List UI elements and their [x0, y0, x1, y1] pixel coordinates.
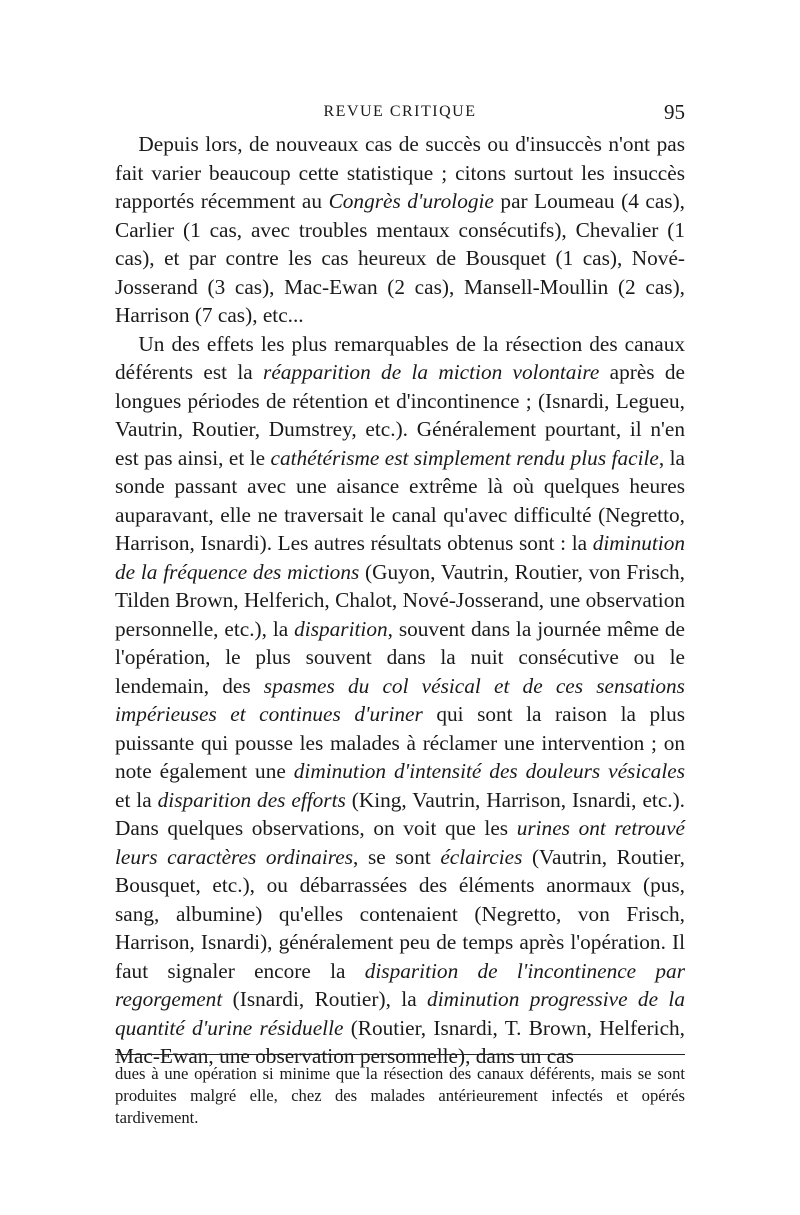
- text-run: , la sonde passant avec une aisance extrême là où quelques heures auparavant, elle ne traversait le canal qu'avec difficulté (Negretto, Harrison, Isnardi). Les autres résultats obtenus sont : la: [115, 445, 685, 555]
- text-run: , souvent dans la journée même de l'opération, le plus souvent dans la nuit consécutive ou le lendemain, des: [115, 616, 685, 698]
- italic-text: diminution de la fréquence des mictions: [115, 531, 685, 584]
- text-run: qui sont la raison la plus puissante qui pousse les malades à réclamer une intervention ; on note également une: [115, 702, 686, 783]
- text-run: (King, Vautrin, Harrison, Isnardi, etc.). Dans quelques observations, on voit que les: [115, 787, 686, 840]
- italic-text: diminution progressive de la quantité d'urine résiduelle: [115, 987, 685, 1040]
- running-title: REVUE CRITIQUE: [323, 103, 477, 120]
- text-run: et la: [115, 787, 158, 812]
- text-run: après de longues périodes de rétention et d'incontinence ; (Isnardi, Legueu, Vautrin, Routier, Dumstrey, etc.). Généralement pourtant, il n'en est pas ainsi, et le: [115, 360, 685, 470]
- text-run: (Guyon, Vautrin, Routier, von Frisch, Tilden Brown, Helferich, Chalot, Nové-Josserand, une observation personnelle, etc.), la: [115, 559, 685, 641]
- text-run: (Isnardi, Routier), la: [222, 987, 428, 1011]
- italic-text: éclaircies: [440, 844, 523, 869]
- page-number: 95: [664, 100, 685, 124]
- italic-text: diminution d'intensité des douleurs vésicales: [293, 759, 685, 783]
- paragraph: [115, 330, 685, 1071]
- text-run: par Loumeau (4 cas), Carlier (1 cas, avec troubles mentaux consécutifs), Chevalier (1 cas), et par contre les cas heureux de Bousquet (1 cas), Nové-Josserand (3 cas), Mac-Ewan (2 cas), Mansell-Moullin (2 cas), Harrison (7 cas), etc...: [115, 189, 685, 327]
- italic-text: disparition des efforts: [157, 787, 346, 812]
- italic-text: disparition de l'incontinence par regorgement: [115, 958, 685, 1011]
- text-run: (Routier, Isnardi, T. Brown, Helferich, Mac-Ewan, une observation personnelle), dans un cas: [115, 1015, 685, 1068]
- body-text: [115, 130, 685, 1071]
- text-run: Un des effets les plus remarquables de la résection des canaux déférents est la: [115, 331, 685, 384]
- italic-text: cathétérisme est simplement rendu plus facile: [270, 445, 659, 470]
- text-run: (Vautrin, Routier, Bousquet, etc.), ou débarrassées des éléments anormaux (pus, sang, albumine) qu'elles contenaient (Negretto, von Frisch, Harrison, Isnardi), généralement peu de temps après l'opération. Il faut signaler encore la: [115, 844, 685, 983]
- italic-text: urines ont retrouvé leurs caractères ordinaires: [115, 816, 685, 869]
- footnote: dues à une opération si minime que la résection des canaux déférents, mais se sont produites malgré elle, chez des malades antérieurement infectés et opérés tardivement.: [115, 1064, 685, 1127]
- paragraph: [115, 130, 685, 330]
- italic-text: spasmes du col vésical et de ces sensations impérieuses et continues d'uriner: [115, 673, 685, 726]
- footnote-rule: [115, 1054, 685, 1055]
- running-head: [115, 100, 685, 124]
- italic-text: Congrès d'urologie: [328, 189, 494, 213]
- italic-text: disparition: [294, 616, 388, 641]
- text-run: , se sont: [353, 844, 441, 869]
- text-run: Depuis lors, de nouveaux cas de succès ou d'insuccès n'ont pas fait varier beaucoup cette statistique ; citons surtout les insuccès rapportés récemment au: [115, 132, 685, 213]
- italic-text: réapparition de la miction volontaire: [263, 360, 600, 384]
